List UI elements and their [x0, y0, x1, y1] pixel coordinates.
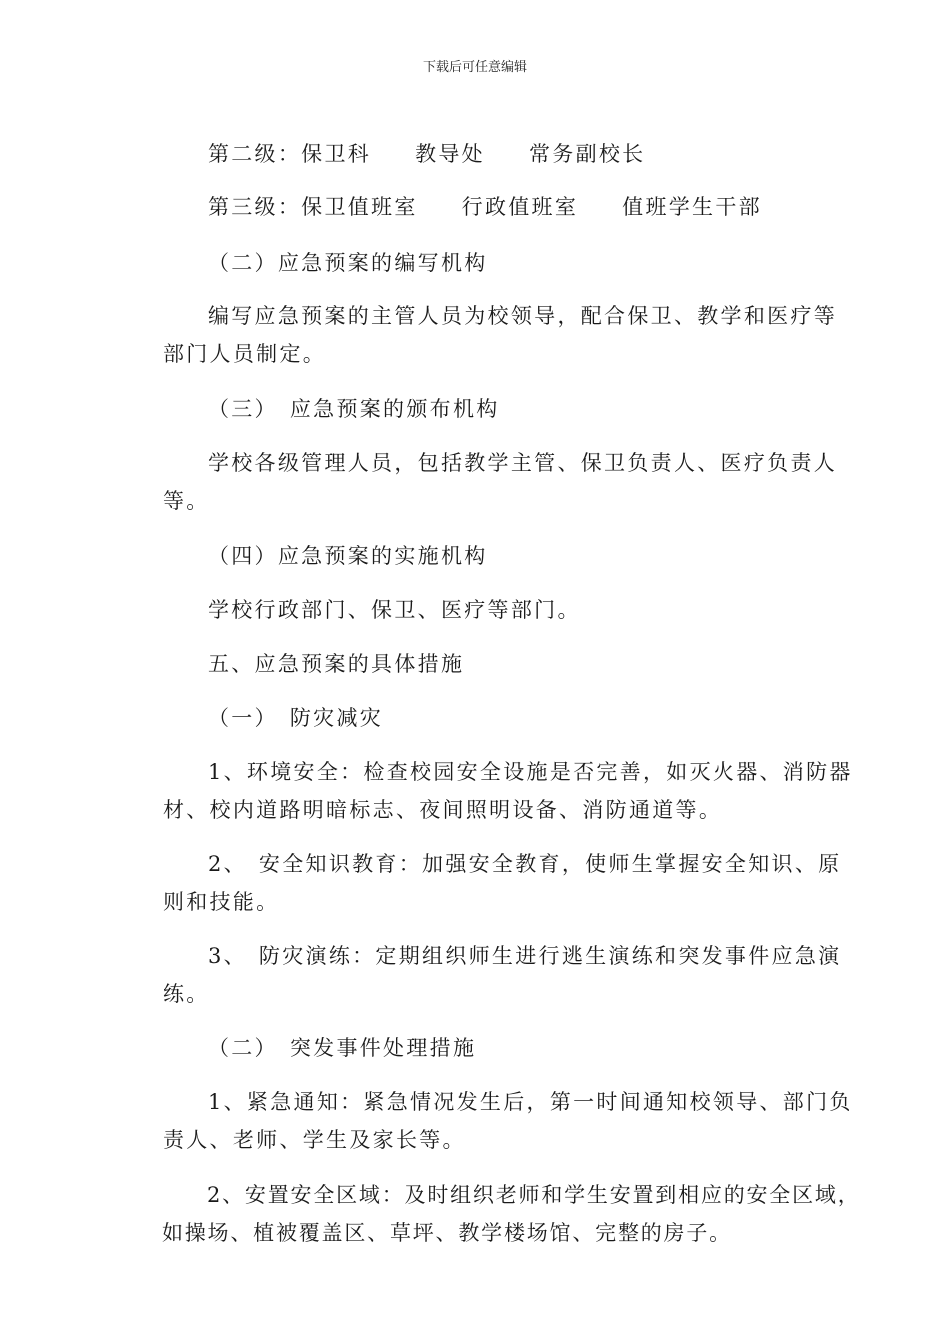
line-segment: （四）应急预案的实施机构	[207, 544, 488, 568]
text-line	[145, 1197, 732, 1245]
section-heading	[190, 520, 488, 568]
line-segment: 责人、老师、学生及家长等。	[162, 1128, 466, 1152]
section-heading	[190, 227, 488, 275]
line-segment: 五、应急预案的具体措施	[207, 652, 465, 676]
line-segment: 3、	[207, 944, 247, 968]
line-segment: （二）	[207, 1036, 278, 1060]
text-line	[190, 920, 841, 968]
text-line	[145, 318, 326, 366]
line-segment: 教导处	[415, 142, 485, 166]
line-segment: 学校行政部门、保卫、医疗等部门。	[207, 598, 581, 622]
line-segment: 值班学生干部	[622, 195, 762, 219]
section-heading	[190, 682, 383, 730]
line-segment: 学校各级管理人员，包括教学主管、保卫负责人、医疗负责人	[207, 451, 838, 475]
line-segment: 第二级：保卫科	[207, 142, 372, 166]
line-segment: 突发事件处理措施	[289, 1036, 477, 1060]
section-heading	[190, 373, 500, 421]
text-line	[145, 1104, 466, 1152]
line-segment: 第三级：保卫值班室	[207, 195, 418, 219]
line-segment: 行政值班室	[461, 195, 579, 219]
section-heading	[190, 628, 464, 676]
text-line	[145, 465, 210, 513]
page-header: 下载后可任意编辑	[422, 60, 527, 75]
line-segment: 练。	[162, 982, 210, 1006]
line-segment: （二）应急预案的编写机构	[207, 251, 488, 275]
text-line	[190, 574, 581, 622]
line-segment: 防灾减灾	[289, 706, 384, 730]
line-segment: 应急预案的颁布机构	[289, 397, 500, 421]
line-segment: 2、安置安全区域：及时组织老师和学生安置到相应的安全区域，	[206, 1183, 861, 1207]
section-heading	[190, 1012, 476, 1060]
text-line	[190, 828, 841, 876]
line-segment: 2、	[207, 852, 247, 876]
line-segment: 如操场、植被覆盖区、草坪、教学楼场馆、完整的房子。	[161, 1221, 732, 1245]
text-line	[190, 171, 762, 219]
line-segment: 1、紧急通知：紧急情况发生后，第一时间通知校领导、部门负	[207, 1090, 853, 1114]
text-line	[145, 958, 210, 1006]
line-segment: 1、环境安全：检查校园安全设施是否完善，如灭火器、消防器	[207, 760, 853, 784]
line-segment: 则和技能。	[162, 890, 280, 914]
text-line	[190, 118, 645, 166]
text-line	[145, 866, 279, 914]
line-segment: 安全知识教育：加强安全教育，使师生掌握安全知识、原	[258, 852, 842, 876]
line-segment: 材、校内道路明暗标志、夜间照明设备、消防通道等。	[162, 798, 723, 822]
line-segment: （三）	[207, 397, 278, 421]
line-segment: 等。	[162, 489, 210, 513]
line-segment: （一）	[207, 706, 278, 730]
line-segment: 编写应急预案的主管人员为校领导，配合保卫、教学和医疗等	[207, 304, 838, 328]
line-segment: 防灾演练：定期组织师生进行逃生演练和突发事件应急演	[258, 944, 842, 968]
line-segment: 常务副校长	[528, 142, 646, 166]
text-line	[145, 774, 722, 822]
line-segment: 部门人员制定。	[162, 342, 327, 366]
text-line	[190, 427, 837, 475]
